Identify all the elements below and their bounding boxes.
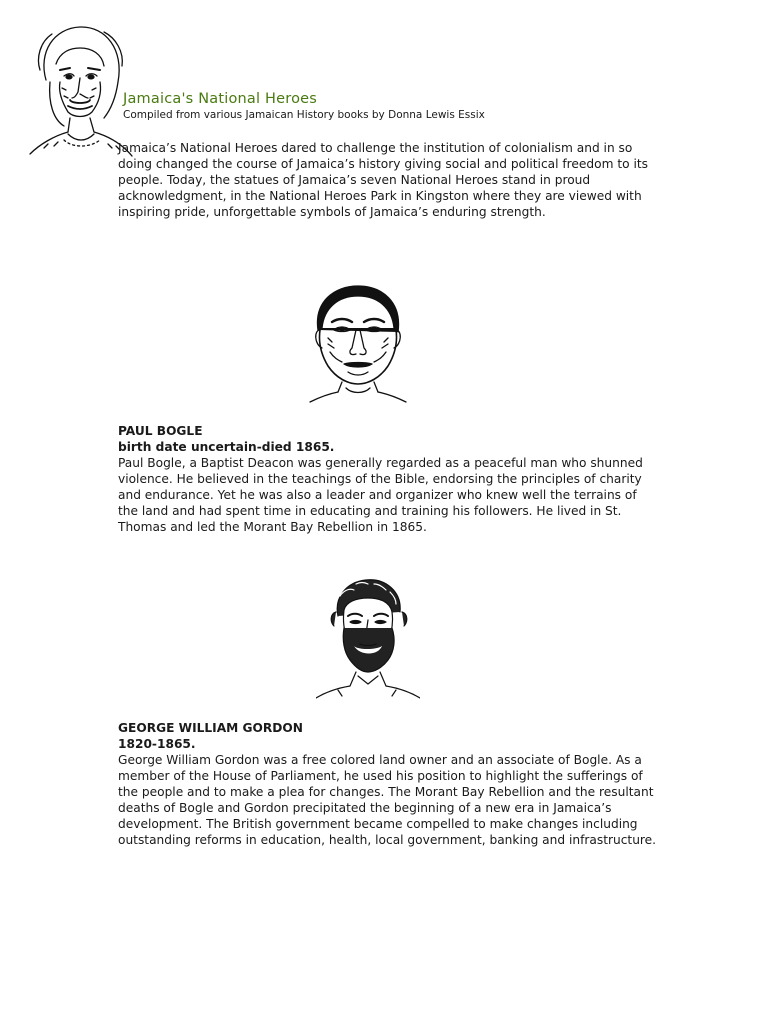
paul-bogle-portrait <box>308 284 408 404</box>
hero-bio: George William Gordon was a free colored land owner and an associate of Bogle. As a member of the House of Parliament, he used his position to highlight the sufferings of the people and to make a plea for changes. The Morant Bay Rebellion and the resultant deaths of Bogle and Gordon precipitated the beginning of a new era in Jamaica’s development. The British government became compelled to make changes including outstanding reforms in education, health, local government, banking and infrastructure. <box>118 753 657 847</box>
hero-name: PAUL BOGLE <box>118 424 203 438</box>
hero-dates: birth date uncertain-died 1865. <box>118 440 335 454</box>
george-william-gordon-portrait <box>316 576 420 700</box>
document-title: Jamaica's National Heroes <box>123 91 318 107</box>
hero-bio: Paul Bogle, a Baptist Deacon was generally regarded as a peaceful man who shunned violence. He believed in the teachings of the Bible, endorsing the principles of charity and endurance. Yet he was also a leader and organizer who knew well the terrains of the land and had spent time in educating and training his followers. He lived in St. Thomas and led the Morant Bay Rebellion in 1865. <box>118 456 643 534</box>
document-subtitle: Compiled from various Jamaican History books by Donna Lewis Essix <box>123 109 485 121</box>
hero-entry-paul-bogle <box>118 423 658 535</box>
hero-entry-george-william-gordon <box>118 720 658 848</box>
hero-name: GEORGE WILLIAM GORDON <box>118 721 303 735</box>
intro-paragraph: Jamaica’s National Heroes dared to challenge the institution of colonialism and in so doing changed the course of Jamaica’s history giving social and political freedom to its people. Today, the statues of Jamaica’s seven National Heroes stand in proud acknowledgment, in the National Heroes Park in Kingston where they are viewed with inspiring pride, unforgettable symbols of Jamaica’s enduring strength. <box>118 141 648 219</box>
hero-dates: 1820-1865. <box>118 737 196 751</box>
